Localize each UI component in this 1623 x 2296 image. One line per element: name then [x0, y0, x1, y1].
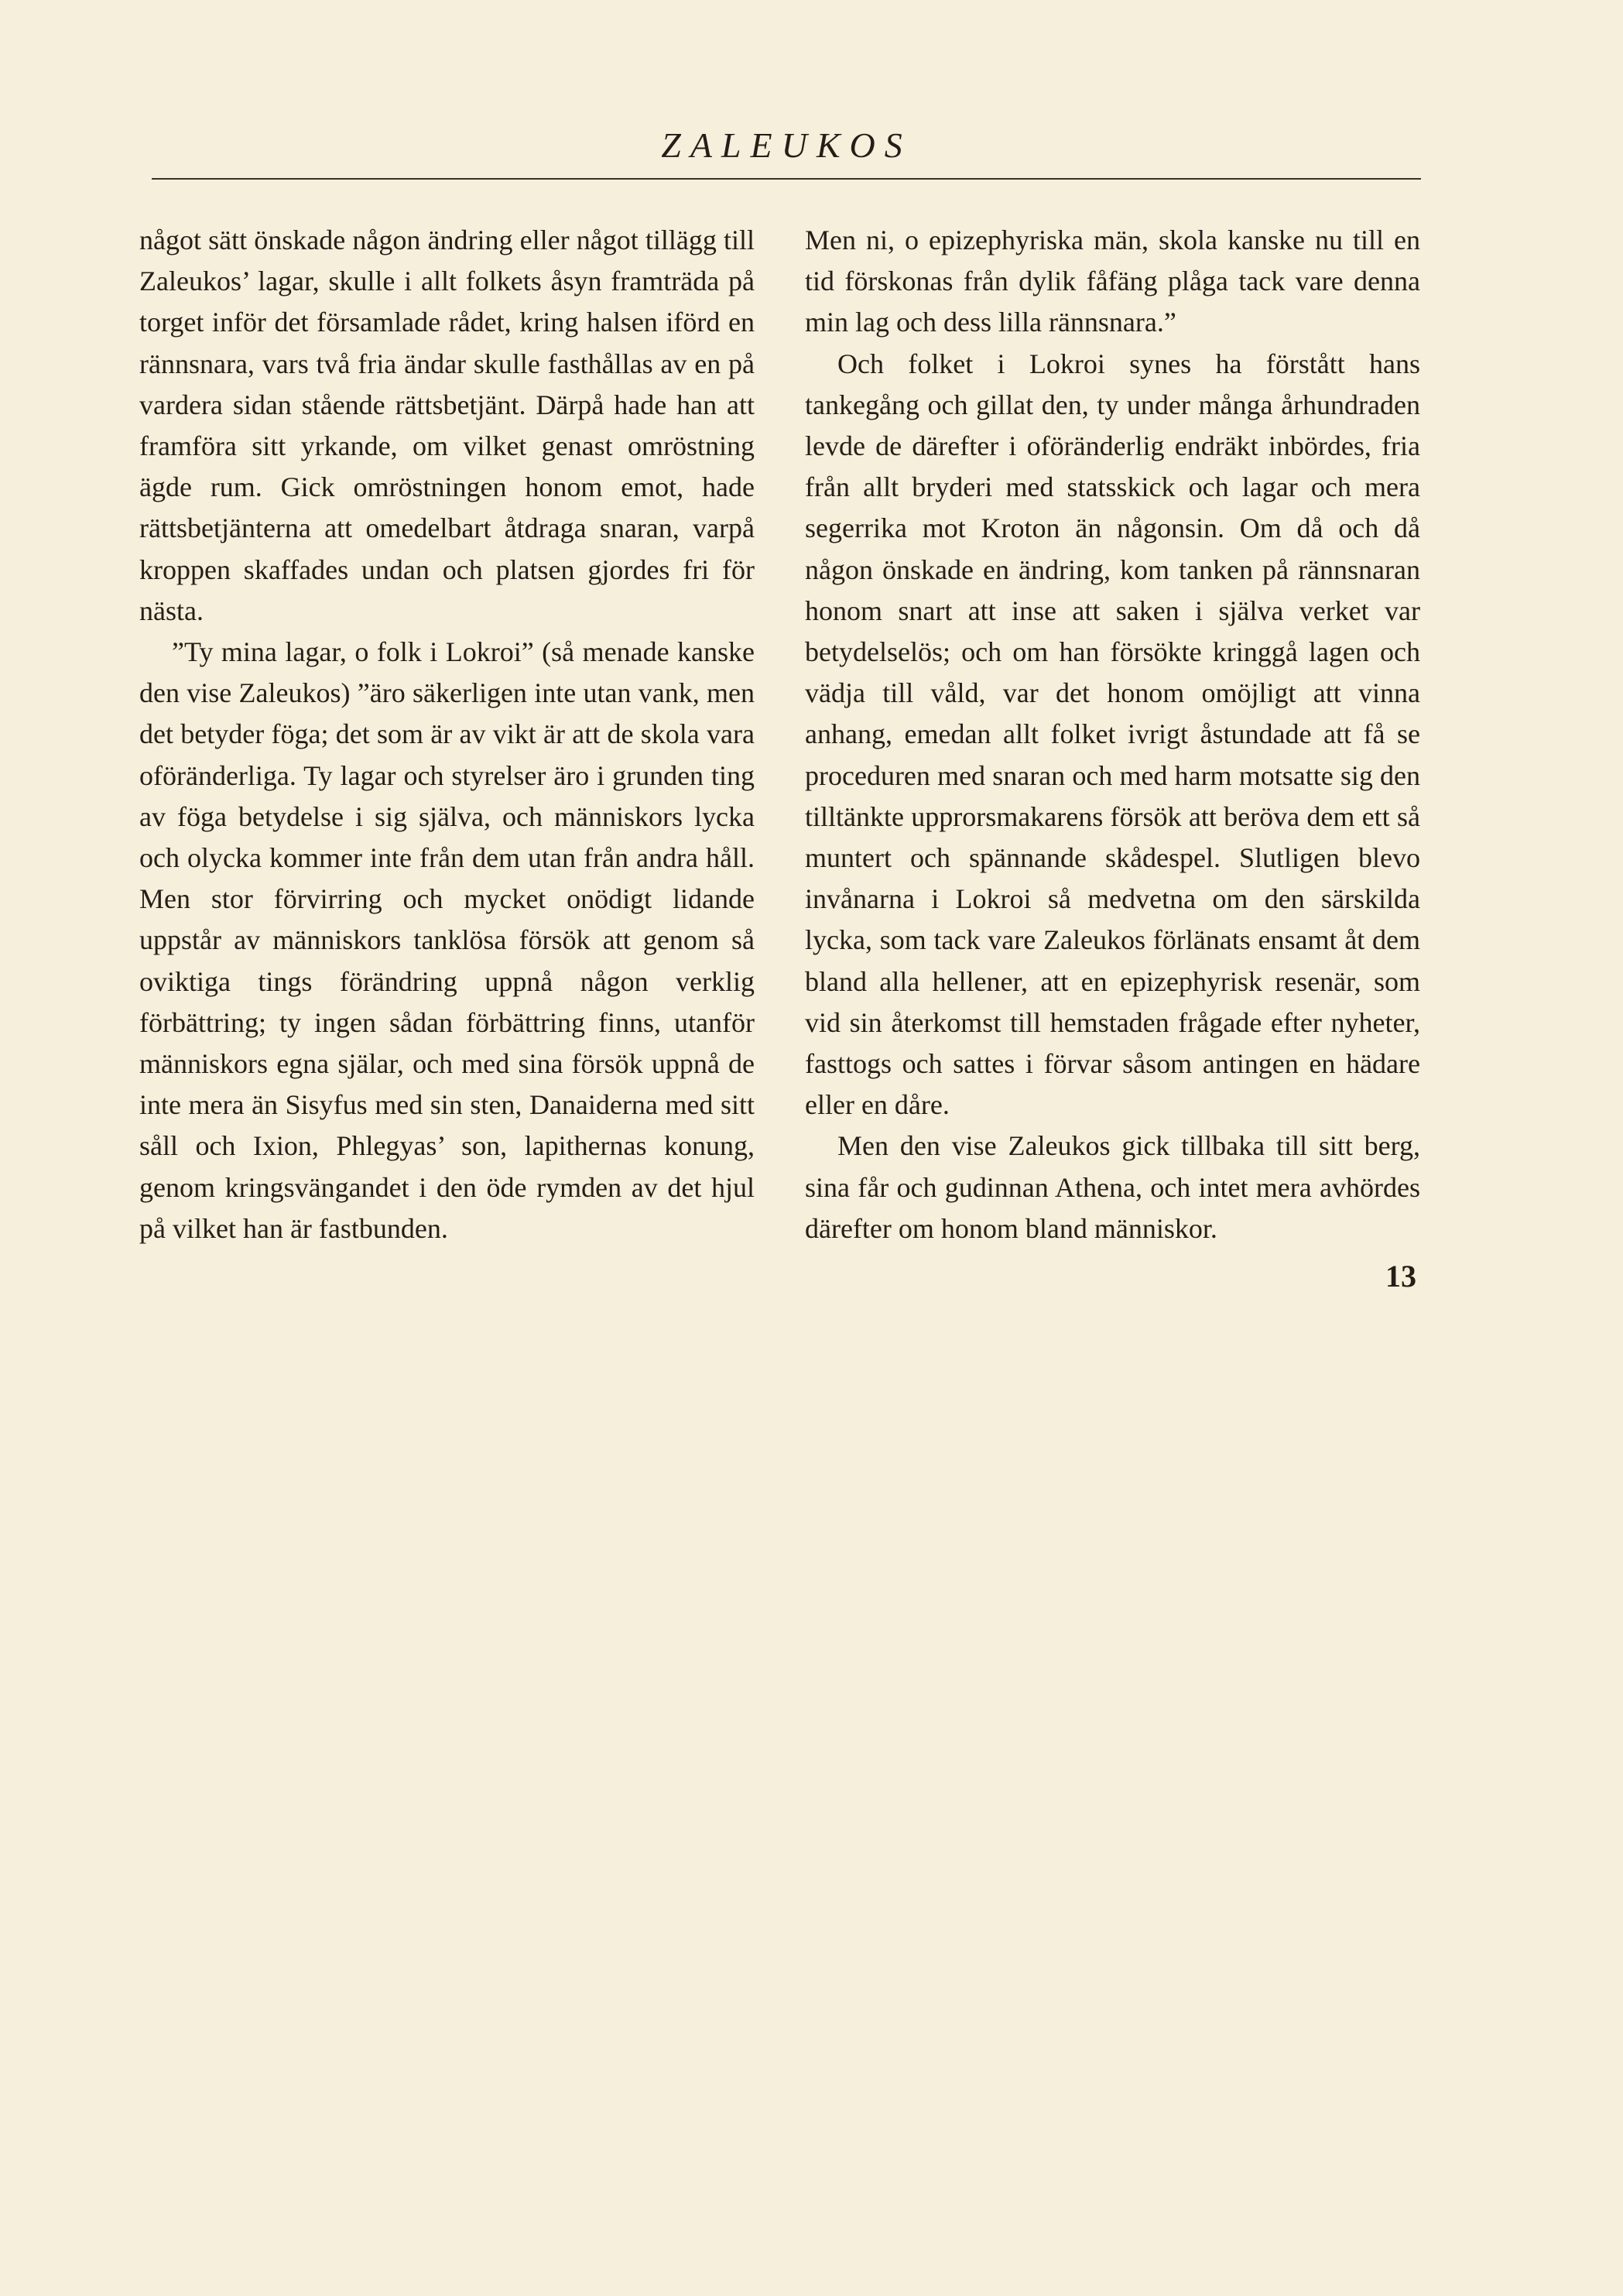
left-column: [139, 220, 755, 1249]
paragraph: Men ni, o epizephyriska män, skola kanske nu till en tid förskonas från dylik fåfäng plåga tack vare denna min lag och dess lilla rännsnara.”: [805, 224, 1420, 338]
paragraph: Och folket i Lokroi synes ha förstått hans tankegång och gillat den, ty under många århundraden levde de därefter i oföränderlig endräkt inbördes, fria från allt bryderi med statsskick och lagar och mera segerrika mot Kroton än någonsin. Om då och då någon önskade en ändring, kom tanken på rännsnaran honom snart att inse att saken i själva verket var betydelselös; och om han försökte kringgå lagen och vädja till våld, var det honom omöjligt att vinna anhang, emedan allt folket ivrigt åstundade att få se proceduren med snaran och med harm motsatte sig den tilltänkte upprorsmakarens försök att beröva dem ett så muntert och spännande skådespel. Slutligen blevo invånarna i Lokroi så medvetna om den särskilda lycka, som tack vare Zaleukos förlänats ensamt åt dem bland alla hellener, att en epizephyrisk resenär, som vid sin återkomst till hemstaden frågade efter nyheter, fasttogs och sattes i förvar såsom antingen en hädare eller en dåre.: [805, 348, 1420, 1121]
paragraph: ”Ty mina lagar, o folk i Lokroi” (så menade kanske den vise Zaleukos) ”äro säkerligen inte utan vank, men det betyder föga; det som är av vikt är att de skola vara oföränderliga. Ty lagar och styrelser äro i grunden ting av föga betydelse i sig själva, och människors lycka och olycka kommer inte från dem utan från andra håll. Men stor förvirring och mycket onödigt lidande uppstår av människors tanklösa försök att genom så oviktiga tings förändring uppnå någon verklig förbättring; ty ingen sådan förbättring finns, utanför människors egna själar, och med sina försök uppnå de inte mera än Sisyfus med sin sten, Danaiderna med sitt såll och Ixion, Phlegyas’ son, lapithernas konung, genom kringsvängandet i den öde rymden av det hjul på vilket han är fastbunden.: [139, 636, 755, 1244]
paragraph: Men den vise Zaleukos gick tillbaka till sitt berg, sina får och gudinnan Athena, och intet mera avhördes därefter om honom bland människor.: [805, 1130, 1420, 1244]
right-column: [805, 220, 1420, 1249]
page-number: 13: [1385, 1259, 1416, 1294]
running-head-title: ZALEUKOS: [661, 125, 912, 165]
header-rule: [152, 178, 1421, 180]
paragraph: något sätt önskade någon ändring eller något tillägg till Zaleukos’ lagar, skulle i allt folkets åsyn framträda på torget inför det församlade rådet, kring halsen iförd en rännsnara, vars två fria ändar skulle fasthållas av en på vardera sidan stående rättsbetjänt. Därpå hade han att framföra sitt yrkande, om vilket genast omröstning ägde rum. Gick omröstningen honom emot, hade rättsbetjänterna att omedelbart åtdraga snaran, varpå kroppen skaffades undan och platsen gjordes fri för nästa.: [139, 224, 755, 626]
